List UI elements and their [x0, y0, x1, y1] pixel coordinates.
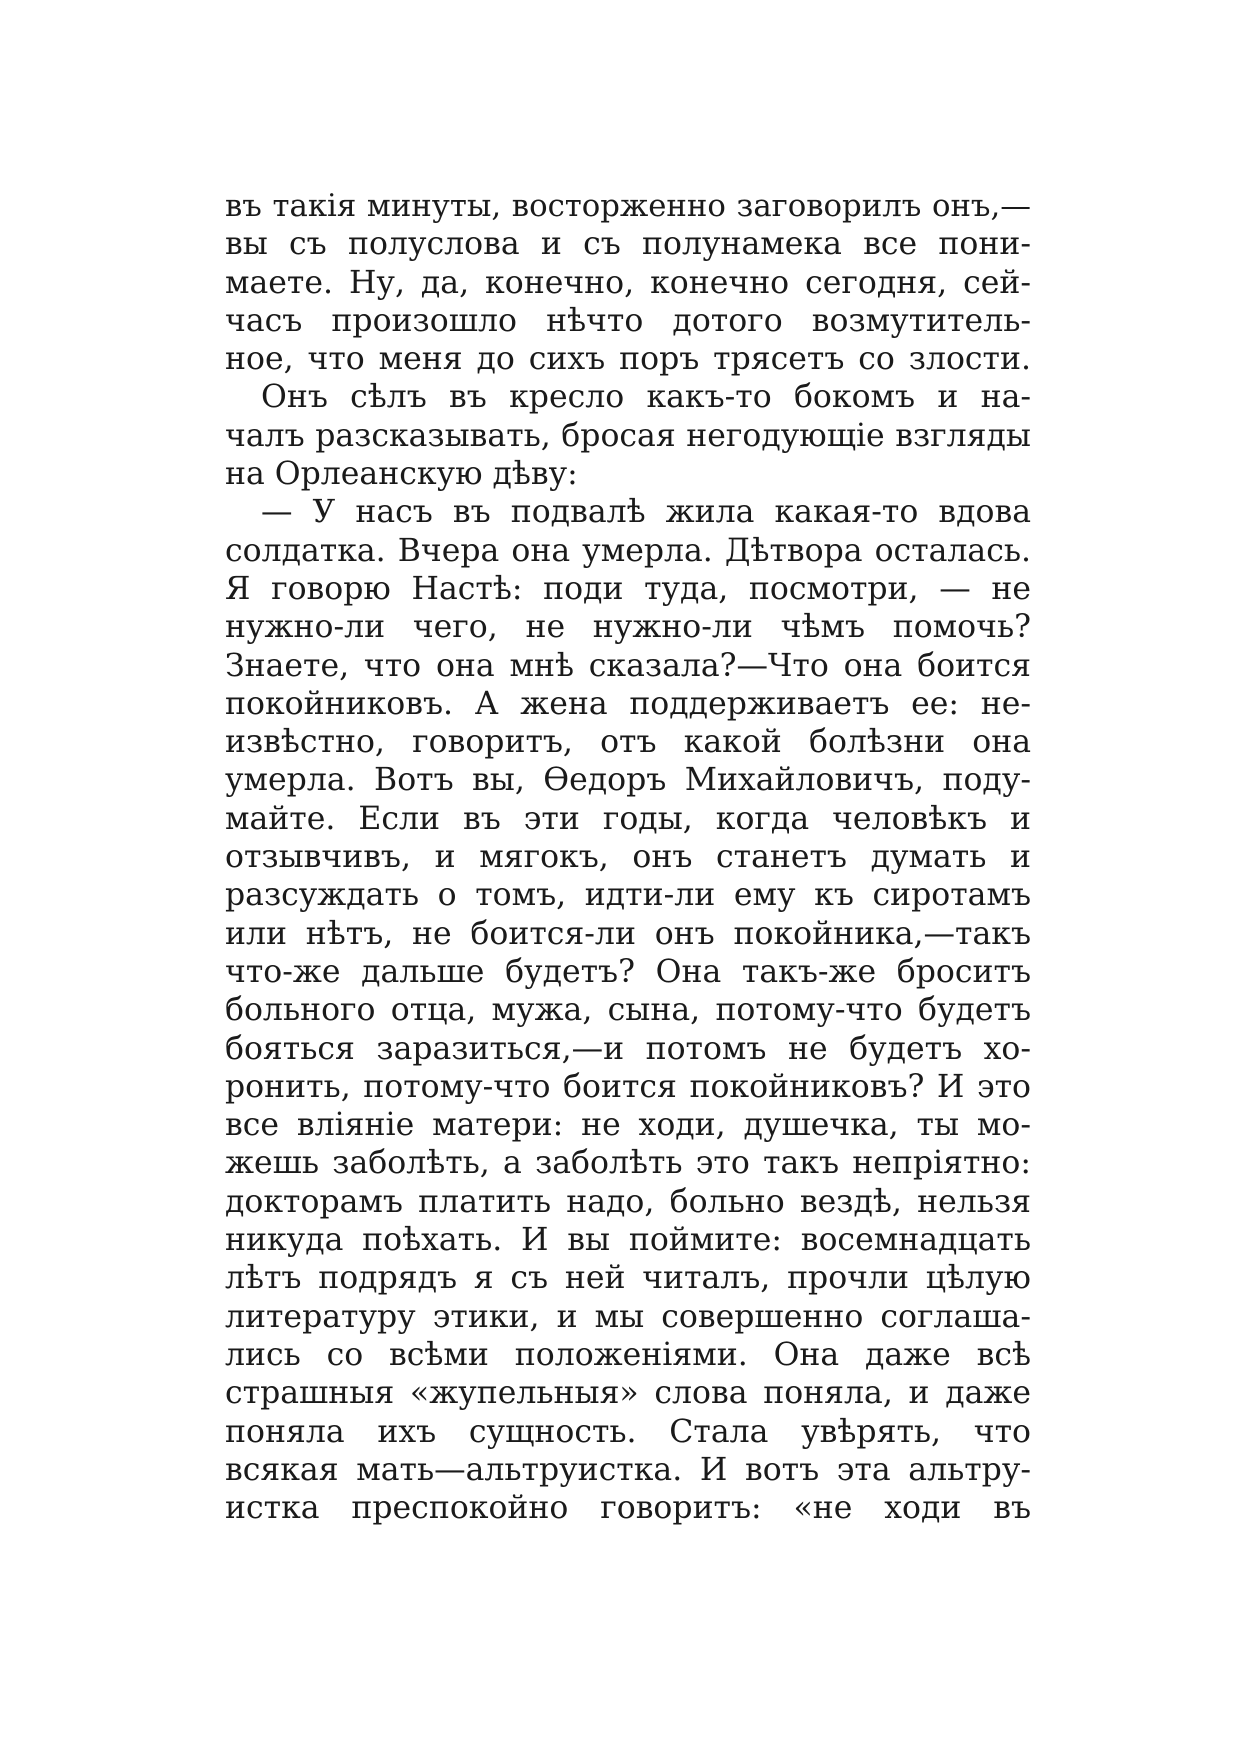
text-line: поняла ихъ сущность. Стала увѣрять, что — [225, 1413, 1031, 1450]
text-line: докторамъ платить надо, больно вездѣ, нельзя — [225, 1183, 1031, 1220]
text-line: вы съ полуслова и съ полунамека все пони- — [225, 226, 1031, 263]
text-line: въ такія минуты, восторженно заговорилъ онъ,— — [225, 188, 1031, 224]
paragraph-first-line: Онъ сѣлъ въ кресло какъ-то бокомъ и на- — [261, 379, 1031, 416]
text-line: больного отца, мужа, сына, потому-что будетъ — [225, 992, 1031, 1029]
text-line: чалъ разсказывать, бросая негодующіе взгляды — [225, 417, 1031, 454]
text-line: извѣстно, говоритъ, отъ какой болѣзни она — [225, 724, 1031, 761]
text-line: нужно-ли чего, не нужно-ли чѣмъ помочь? — [225, 609, 1031, 646]
text-line: жешь заболѣть, а заболѣть это такъ непріятно: — [225, 1145, 1031, 1182]
text-line: маете. Ну, да, конечно, конечно сегодня, сей- — [225, 264, 1031, 301]
body-text — [225, 187, 1031, 1527]
text-line: всякая мать—альтруистка. И вотъ эта альтру- — [225, 1451, 1031, 1488]
text-line: страшныя «жупельныя» слова поняла, и даже — [225, 1375, 1031, 1412]
text-line: лись со всѣми положеніями. Она даже всѣ — [225, 1336, 1031, 1373]
text-line: все вліяніе матери: не ходи, душечка, ты мо- — [225, 1107, 1031, 1144]
text-line: покойниковъ. А жена поддерживаетъ ее: не- — [225, 685, 1031, 722]
text-line: что-же дальше будетъ? Она такъ-же броситъ — [225, 953, 1031, 990]
text-line: разсуждать о томъ, идти-ли ему къ сиротамъ — [225, 877, 1031, 914]
text-line: майте. Если въ эти годы, когда человѣкъ и — [225, 800, 1031, 837]
text-line: лѣтъ подрядъ я съ ней читалъ, прочли цѣлую — [225, 1260, 1031, 1297]
text-line: отзывчивъ, и мягокъ, онъ станетъ думать и — [225, 839, 1031, 876]
text-line: ронить, потому-что боится покойниковъ? И это — [225, 1068, 1031, 1105]
text-line: никуда поѣхать. И вы поймите: восемнадцать — [225, 1222, 1031, 1259]
text-line: умерла. Вотъ вы, Ѳедоръ Михайловичъ, поду- — [225, 762, 1031, 799]
text-line: истка преспокойно говоритъ: «не ходи въ — [225, 1490, 1031, 1527]
text-line: литературу этики, и мы совершенно соглаша- — [225, 1298, 1031, 1335]
paragraph-last-line: на Орлеанскую дѣву: — [225, 456, 578, 493]
paragraph-first-line: — У насъ въ подвалѣ жила какая-то вдова — [261, 494, 1031, 531]
text-line: ное, что меня до сихъ поръ трясетъ со злости. — [225, 341, 1031, 378]
text-line: солдатка. Вчера она умерла. Дѣтвора осталась. — [225, 532, 1031, 569]
text-line: Я говорю Настѣ: поди туда, посмотри, — не — [225, 570, 1031, 607]
text-line: часъ произошло нѣчто дотого возмутитель- — [225, 302, 1031, 339]
text-line: бояться заразиться,—и потомъ не будетъ хо- — [225, 1030, 1031, 1067]
text-line: или нѣтъ, не боится-ли онъ покойника,—такъ — [225, 915, 1031, 952]
text-line: Знаете, что она мнѣ сказала?—Что она боится — [225, 647, 1031, 684]
